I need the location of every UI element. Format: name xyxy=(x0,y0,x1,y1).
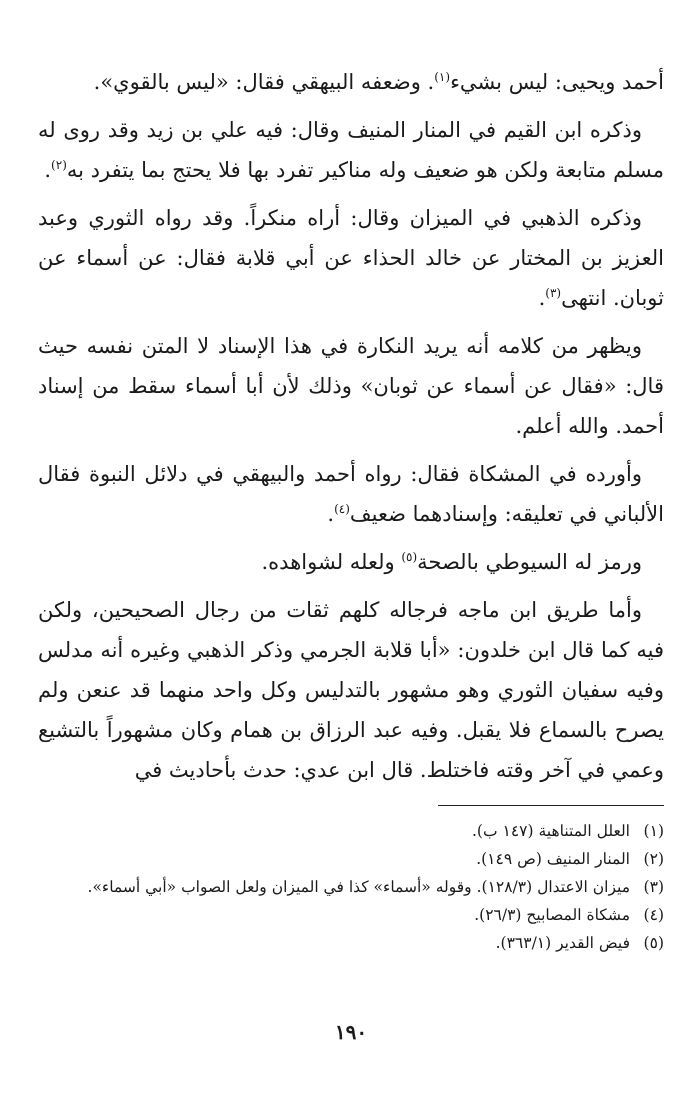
footnote-item xyxy=(38,929,664,957)
paragraph-text: . xyxy=(538,286,546,310)
footnote-text: ميزان الاعتدال (١٢٨/٣). وقوله «أسماء» كذا في الميزان ولعل الصواب «أبي أسماء». xyxy=(87,878,630,896)
paragraph-5 xyxy=(38,454,664,534)
paragraph-text: أحمد ويحيى: ليس بشيء xyxy=(450,70,664,94)
footnote-ref-2[interactable]: (٢) xyxy=(51,158,67,172)
footnote-text: مشكاة المصابيح (٢٦/٣). xyxy=(474,906,630,924)
paragraph-2 xyxy=(38,110,664,190)
footnote-item xyxy=(38,901,664,929)
footnote-number: (٢) xyxy=(643,850,664,868)
paragraph-text: وأورده في المشكاة فقال: رواه أحمد والبيهقي في دلائل النبوة فقال الألباني في تعليقه: وإسنادهما ضعيف xyxy=(38,462,664,526)
footnote-number: (١) xyxy=(643,822,664,840)
paragraph-text: ورمز له السيوطي بالصحة xyxy=(417,550,642,574)
footnote-number: (٤) xyxy=(643,906,664,924)
page-number: ١٩٠ xyxy=(334,1020,368,1044)
footnote-number: (٣) xyxy=(643,878,664,896)
footnote-ref-5[interactable]: (٥) xyxy=(401,550,418,564)
paragraph-text: . xyxy=(44,158,52,182)
paragraph-text: وذكره الذهبي في الميزان وقال: أراه منكراً. وقد رواه الثوري وعبد العزيز بن المختار عن خالد الحذاء عن أبي قلابة فقال: عن أسماء عن ثوبان. انتهى xyxy=(38,206,664,310)
paragraph-text: ويظهر من كلامه أنه يريد النكارة في هذا الإسناد لا المتن نفسه حيث قال: «فقال عن أسماء عن ثوبان» وذلك لأن أبا أسماء سقط من إسناد أحمد. والله أعلم. xyxy=(38,334,664,438)
page xyxy=(38,62,664,1092)
footnote-item xyxy=(38,845,664,873)
paragraph-1 xyxy=(38,62,664,102)
footnote-item xyxy=(38,873,664,901)
paragraph-3 xyxy=(38,198,664,318)
footnote-number: (٥) xyxy=(643,934,664,952)
paragraph-4 xyxy=(38,326,664,446)
paragraph-text: وذكره ابن القيم في المنار المنيف وقال: فيه علي بن زيد وقد روى له مسلم متابعة ولكن هو ضعيف وله مناكير تفرد بها فلا يحتج بما يتفرد به xyxy=(38,118,664,182)
footnote-ref-4[interactable]: (٤) xyxy=(334,502,350,516)
paragraph-7 xyxy=(38,590,664,790)
footnote-text: المنار المنيف (ص ١٤٩). xyxy=(476,850,630,868)
footnote-divider xyxy=(438,805,664,806)
paragraph-text: ولعله لشواهده. xyxy=(261,550,402,574)
footnote-text: فيض القدير (٣٦٣/١). xyxy=(495,934,630,952)
paragraph-text: . وضعفه البيهقي فقال: «ليس بالقوي». xyxy=(93,70,435,94)
footnote-text: العلل المتناهية (١٤٧ ب). xyxy=(472,822,630,840)
footnote-ref-3[interactable]: (٣) xyxy=(545,286,562,300)
footnote-item xyxy=(38,817,664,845)
paragraph-text: وأما طريق ابن ماجه فرجاله كلهم ثقات من رجال الصحيحين، ولكن فيه كما قال ابن خلدون: «أبا قلابة الجرمي وذكر الذهبي وغيره أنه مدلس وفيه سفيان الثوري وهو مشهور بالتدليس وكل واحد منهما قد عنعن ولم يصرح بالسماع فلا يقبل. وفيه عبد الرزاق بن همام وكان مشهوراً بالتشيع وعمي في آخر وقته فاختلط. قال ابن عدي: حدث بأحاديث في xyxy=(38,598,664,782)
footnotes xyxy=(38,817,664,957)
footnote-ref-1[interactable]: (١) xyxy=(434,70,451,84)
paragraph-text: . xyxy=(327,502,335,526)
paragraph-6 xyxy=(38,542,664,582)
